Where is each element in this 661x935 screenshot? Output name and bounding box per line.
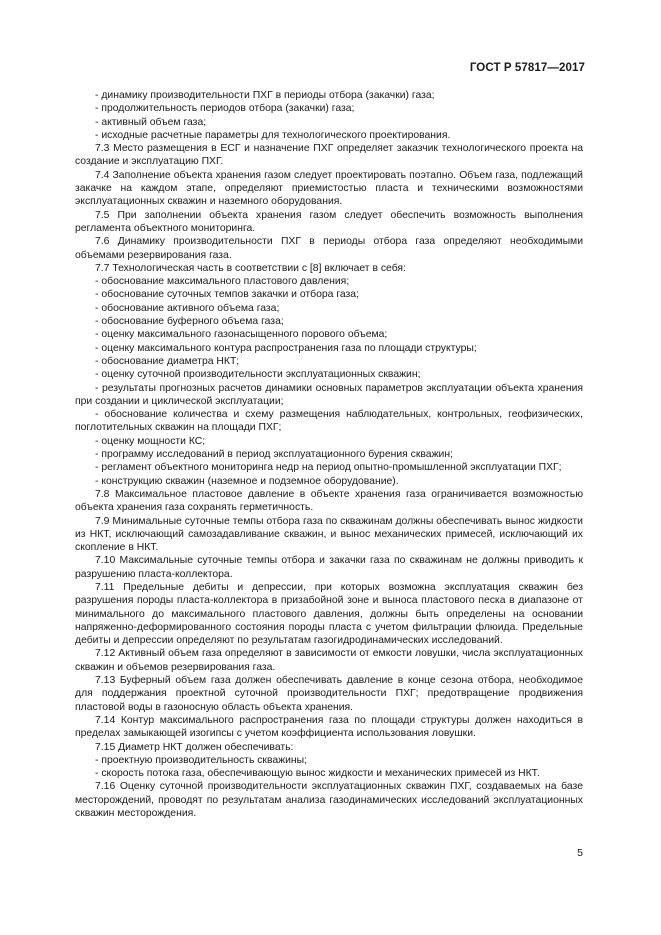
paragraph: 7.16 Оценку суточной производительности эксплуатационных скважин ПХГ, создаваемых на базе месторождений, проводят по результатам анализа газодинамических исследований эксплуатационных скважин месторождения. <box>75 781 583 820</box>
list-item: - результаты прогнозных расчетов динамики основных параметров эксплуатации объекта хранения при создании и циклической эксплуатации; <box>75 382 583 407</box>
list-item: - оценку мощности КС; <box>95 435 206 447</box>
list-item: - обоснование количества и схему размещения наблюдательных, контрольных, геофизических, поглотительных скважин на площади ПХГ; <box>75 409 583 434</box>
paragraph: 7.14 Контур максимального распространения газа по площади структуры должен находиться в пределах замыкающей изогипсы с учетом коэффициента использования ловушки. <box>75 714 583 740</box>
paragraph: 7.11 Предельные дебиты и депрессии, при которых возможна эксплуатация скважин без разрушения породы пласта-коллектора в призабойной зоне и выноса пластового песка в диапазоне от минимального до максимального пластового давления, должны быть определены на основании напряженно-деформированного состояния породы пласта с учетом фильтрации флюида. Предельные дебиты и депрессии определяют по результатам газогидродинамических исследований. <box>75 581 583 647</box>
paragraph: 7.4 Заполнение объекта хранения газом следует проектировать поэтапно. Объем газа, подлежащий закачке на каждом этапе, определяют приемистостью пласта и техническими возможностями эксплуатационных скважин и наземного оборудования. <box>75 169 583 208</box>
list-item: - обоснование диаметра НКТ; <box>95 355 240 367</box>
standard-code-header: ГОСТ Р 57817—2017 <box>469 62 585 74</box>
list-item: - динамику производительности ПХГ в периоды отбора (закачки) газа; <box>95 90 435 101</box>
list-item: - обоснование суточных темпов закачки и отбора газа; <box>95 289 359 301</box>
paragraph: 7.13 Буферный объем газа должен обеспечивать давление в конце сезона отбора, необходимое для поддержания проектной суточной производительности ПХГ; предотвращение продвижения пластовой воды в газоносную область объекта хранения. <box>75 675 583 713</box>
list-item: - обоснование буферного объема газа; <box>95 316 284 328</box>
paragraph: 7.8 Максимальное пластовое давление в объекте хранения газа ограничивается возможностью объекта хранения газа сохранять герметичность. <box>75 488 583 514</box>
list-item: - проектную производительность скважины; <box>95 754 308 766</box>
paragraph: 7.5 При заполнении объекта хранения газом следует обеспечить возможность выполнения регламента объектного мониторинга. <box>75 209 583 234</box>
list-item: - активный объем газа; <box>95 116 207 128</box>
paragraph: 7.6 Динамику производительности ПХГ в периоды отбора газа определяют необходимыми объемами резервирования газа. <box>75 236 583 261</box>
paragraph: 7.15 Диаметр НКТ должен обеспечивать: <box>95 741 294 753</box>
list-item: - продолжительность периодов отбора (закачки) газа; <box>95 103 355 115</box>
list-item: - конструкцию скважин (наземное и подземное оборудование). <box>95 475 399 487</box>
list-item: - регламент объектного мониторинга недр на период опытно-промышленной эксплуатации ПХГ; <box>95 462 562 474</box>
list-item: - скорость потока газа, обеспечивающую вынос жидкости и механических примесей из НКТ. <box>95 768 540 780</box>
list-item: - оценку максимального газонасыщенного порового объема; <box>95 329 388 341</box>
document-body <box>75 89 583 820</box>
list-item: - исходные расчетные параметры для технологического проектирования. <box>95 129 451 141</box>
page-number: 5 <box>577 847 583 859</box>
list-item: - оценку суточной производительности эксплуатационных скважин; <box>95 369 421 381</box>
paragraph: 7.3 Место размещения в ЕСГ и назначение ПХГ определяет заказчик технологического проекта на создание и эксплуатацию ПХГ. <box>75 143 583 168</box>
list-item: - программу исследований в период эксплуатационного бурения скважин; <box>95 449 453 461</box>
paragraph: 7.12 Активный объем газа определяют в зависимости от емкости ловушки, числа эксплуатационных скважин и объемов резервирования газа. <box>75 648 583 673</box>
list-item: - оценку максимального контура распространения газа по площади структуры; <box>95 342 477 354</box>
paragraph: 7.9 Минимальные суточные темпы отбора газа по скважинам должны обеспечивать вынос жидкости из НКТ, исключающий самозадавливание скважин, и вынос механических примесей, исключающий их скопление в НКТ. <box>75 515 583 554</box>
paragraph: 7.10 Максимальные суточные темпы отбора и закачки газа по скважинам не должны приводить к разрушению пласта-коллектора. <box>75 555 583 580</box>
paragraph: 7.7 Технологическая часть в соответствии с [8] включает в себя: <box>95 262 406 274</box>
list-item: - обоснование максимального пластового давления; <box>95 276 350 288</box>
list-item: - обоснование активного объема газа; <box>95 302 280 314</box>
